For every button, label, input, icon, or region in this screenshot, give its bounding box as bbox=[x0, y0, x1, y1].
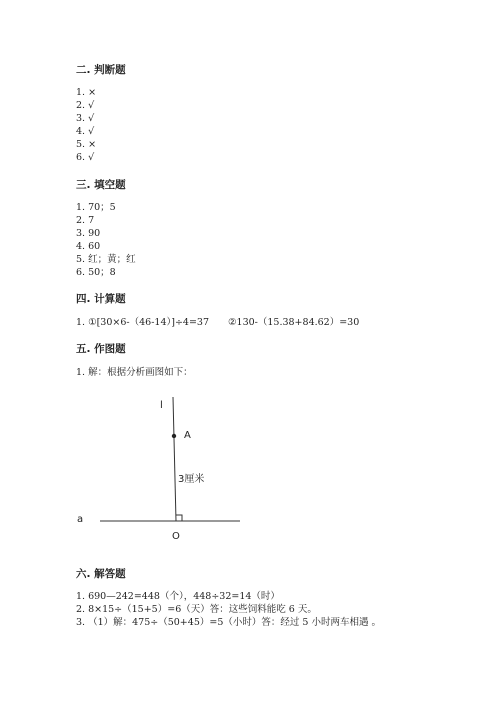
label-o: O bbox=[172, 531, 180, 542]
answer-line: 1. × bbox=[76, 87, 97, 98]
answer-line: 1. 70；5 bbox=[76, 202, 116, 213]
answer-line: 2. √ bbox=[76, 100, 95, 111]
point-a bbox=[172, 434, 176, 438]
answer-line: 6. 50；8 bbox=[76, 267, 116, 278]
answer-line: 4. 60 bbox=[76, 241, 101, 252]
answer-line: 6. √ bbox=[76, 152, 95, 163]
label-l: l bbox=[160, 400, 163, 411]
answer-line: 2. 7 bbox=[76, 215, 95, 226]
answer-line: 3. （1）解：475÷（50+45）=5（小时）答：经过 5 小时两车相遇 。 bbox=[76, 617, 381, 628]
answer-line: 4. √ bbox=[76, 126, 95, 137]
line-l bbox=[173, 397, 176, 521]
answer-line: 5. 红；黄；红 bbox=[76, 254, 136, 265]
section-title-fill-blank: 三. 填空题 bbox=[76, 179, 126, 191]
section-title-drawing: 五. 作图题 bbox=[76, 343, 126, 355]
answer-line: 3. 90 bbox=[76, 228, 101, 239]
label-line-a: a bbox=[77, 514, 84, 525]
geometry-figure bbox=[60, 385, 260, 550]
answer-line: 1. ①[30×6-（46-14）]÷4=37 ②130-（15.38+84.62）=30 bbox=[76, 317, 360, 328]
section-title-judgement: 二. 判断题 bbox=[76, 64, 126, 76]
answer-line: 5. × bbox=[76, 139, 97, 150]
perpendicular-diagram bbox=[60, 385, 260, 550]
section-title-solution: 六. 解答题 bbox=[76, 568, 126, 580]
right-angle-mark bbox=[176, 515, 182, 521]
label-a-point: A bbox=[184, 430, 191, 441]
answer-line: 1. 690—242=448（个），448÷32=14（时） bbox=[76, 591, 280, 602]
answer-line: 1. 解：根据分析画图如下： bbox=[76, 367, 193, 378]
answer-line: 2. 8×15÷（15+5）=6（天）答：这些饲料能吃 6 天。 bbox=[76, 604, 317, 615]
label-distance: 3厘米 bbox=[178, 474, 205, 485]
answer-line: 3. √ bbox=[76, 113, 95, 124]
section-title-calculation: 四. 计算题 bbox=[76, 293, 126, 305]
